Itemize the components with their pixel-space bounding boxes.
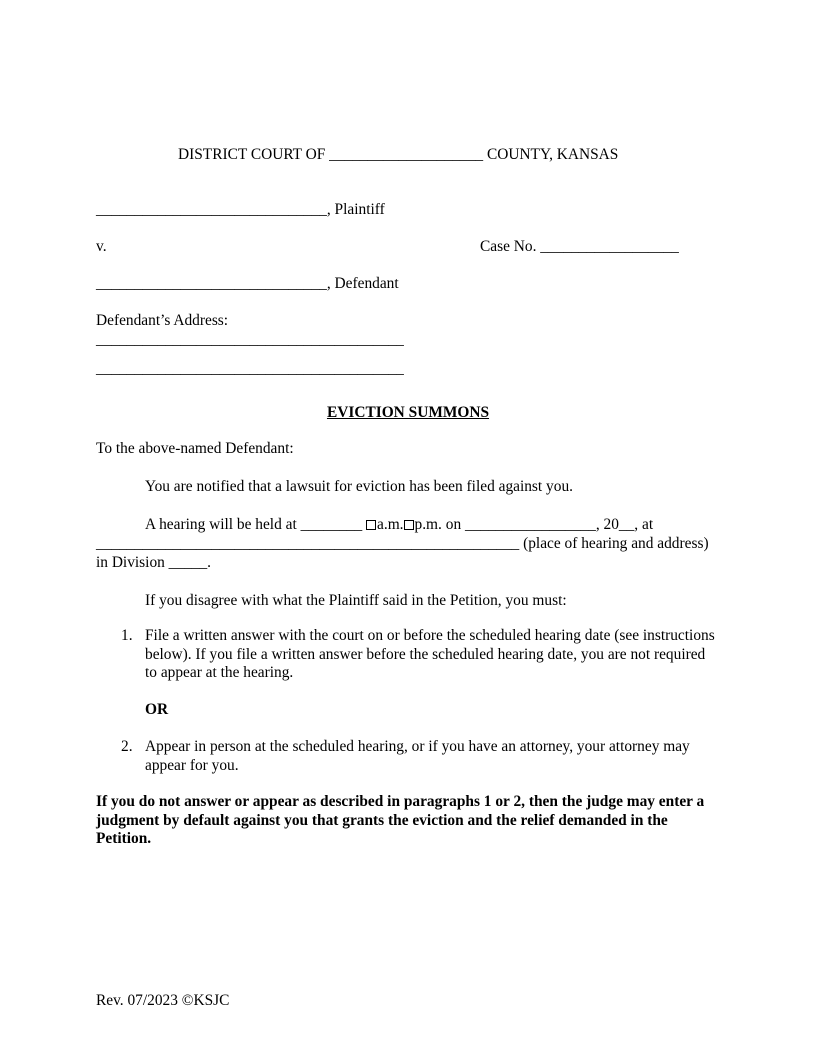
address-line-1: ________________________________________ bbox=[96, 331, 404, 348]
place-label: (place of hearing and address) bbox=[523, 535, 709, 552]
item-1-text: File a written answer with the court on or before the scheduled hearing date (see instructions below). If you file a written answer before the scheduled hearing date, you are not required to appear at the hearing. bbox=[145, 627, 715, 681]
case-label: Case No. bbox=[480, 238, 537, 255]
court-suffix: COUNTY, KANSAS bbox=[486, 146, 619, 163]
on-label: on bbox=[445, 516, 462, 533]
document-title: EVICTION SUMMONS bbox=[326, 404, 490, 421]
court-prefix: DISTRICT COURT OF bbox=[178, 146, 326, 163]
case-blank: __________________ bbox=[540, 238, 679, 255]
hearing-line bbox=[145, 516, 653, 534]
revision-footer: Rev. 07/2023 ©KSJC bbox=[96, 992, 230, 1009]
case-number-line bbox=[480, 238, 679, 256]
place-blank: _______________________________________________________ bbox=[96, 535, 520, 552]
item-2-text: Appear in person at the scheduled hearing, or if you have an attorney, your attorney may appear for you. bbox=[145, 738, 690, 774]
pm-checkbox[interactable] bbox=[404, 520, 414, 530]
court-heading bbox=[178, 146, 618, 164]
pm-label: p.m. bbox=[414, 516, 442, 533]
notice-paragraph: You are notified that a lawsuit for eviction has been filed against you. bbox=[145, 478, 573, 495]
year-text: , 20__, at bbox=[595, 516, 654, 533]
plaintiff-blank: ______________________________ bbox=[96, 201, 327, 218]
time-blank: ________ bbox=[300, 516, 363, 533]
address-label: Defendant’s Address: bbox=[96, 312, 229, 329]
hearing-prefix: A hearing will be held at bbox=[145, 516, 297, 533]
or-label: OR bbox=[145, 701, 169, 718]
defendant-line bbox=[96, 275, 399, 293]
defendant-blank: ______________________________ bbox=[96, 275, 327, 292]
address-line-2: ________________________________________ bbox=[96, 360, 404, 377]
versus: v. bbox=[96, 238, 107, 255]
default-judgment-warning: If you do not answer or appear as described in paragraphs 1 or 2, then the judge may enter a judgment by default against you that grants the eviction and the relief demanded in the Petition. bbox=[96, 793, 705, 847]
place-line bbox=[96, 535, 709, 553]
salutation: To the above-named Defendant: bbox=[96, 440, 294, 457]
am-label: a.m. bbox=[377, 516, 404, 533]
plaintiff-label: , Plaintiff bbox=[326, 201, 385, 218]
date-blank: _________________ bbox=[465, 516, 596, 533]
am-checkbox[interactable] bbox=[366, 520, 376, 530]
item-1-number: 1. bbox=[121, 627, 133, 644]
disagree-paragraph: If you disagree with what the Plaintiff said in the Petition, you must: bbox=[145, 592, 567, 609]
item-2-number: 2. bbox=[121, 738, 133, 755]
county-blank: ____________________ bbox=[329, 146, 484, 163]
defendant-label: , Defendant bbox=[326, 275, 399, 292]
plaintiff-line bbox=[96, 201, 385, 219]
division-line: in Division _____. bbox=[96, 554, 212, 571]
